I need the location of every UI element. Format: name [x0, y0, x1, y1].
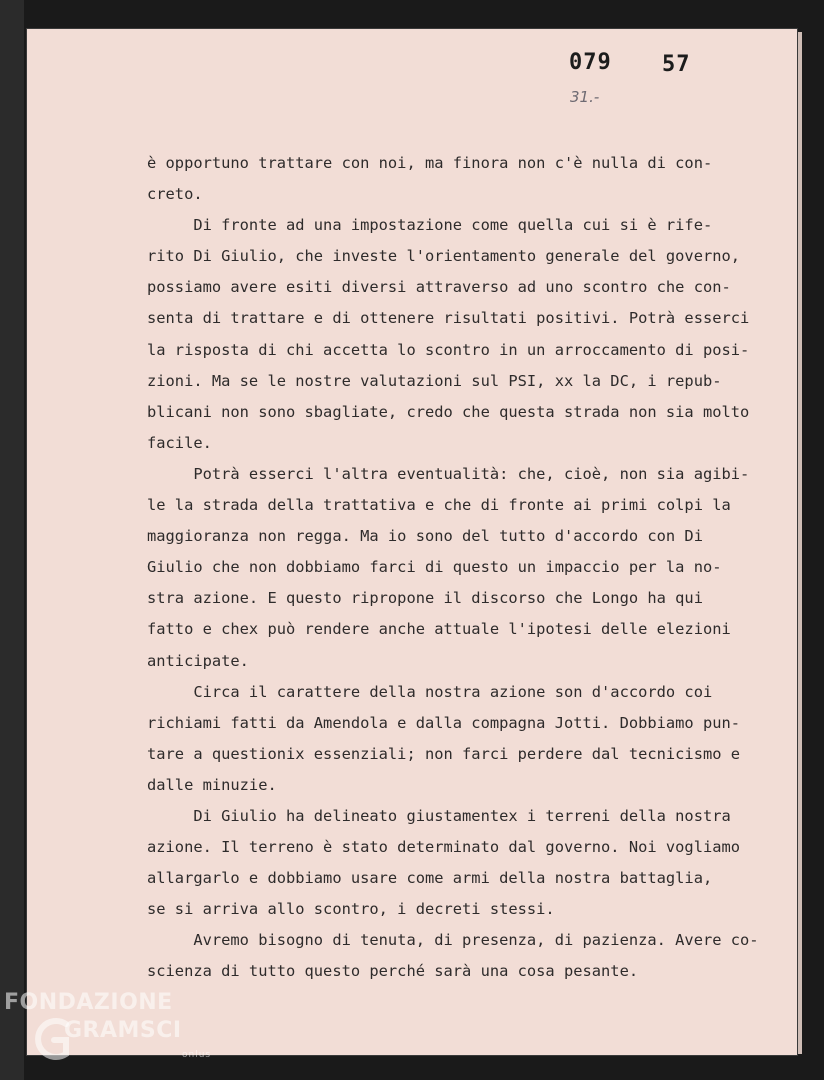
watermark-line2: GRAMSCI — [64, 1018, 182, 1043]
text-line: tare a questionix essenziali; non farci perdere dal tecnicismo e — [147, 744, 741, 763]
text-line: anticipate. — [147, 651, 249, 670]
text-line: se si arriva allo scontro, i decreti stessi. — [147, 900, 555, 919]
text-line: Circa il carattere della nostra azione son d'accordo coi — [147, 682, 713, 701]
text-line: scienza di tutto questo perché sarà una cosa pesante. — [147, 962, 639, 981]
text-line: allargarlo e dobbiamo usare come armi della nostra battaglia, — [147, 869, 713, 888]
text-line: Giulio che non dobbiamo farci di questo un impaccio per la no- — [147, 558, 722, 577]
text-line: rito Di Giulio, che investe l'orientamento generale del governo, — [147, 247, 741, 266]
text-line: creto. — [147, 185, 203, 204]
text-line: Avremo bisogno di tenuta, di presenza, di pazienza. Avere co- — [147, 931, 759, 950]
fondazione-gramsci-watermark — [4, 990, 214, 1070]
text-line: Di fronte ad una impostazione come quella cui si è rife- — [147, 216, 713, 235]
text-line: azione. Il terreno è stato determinato dal governo. Noi vogliamo — [147, 838, 741, 857]
handwritten-page-number: 31.- — [570, 88, 600, 106]
text-line: blicani non sono sbagliate, credo che questa strada non sia molto — [147, 402, 750, 421]
text-line: facile. — [147, 433, 212, 452]
page-edge — [798, 32, 802, 1054]
text-line: dalle minuzie. — [147, 775, 277, 794]
text-line: zioni. Ma se le nostre valutazioni sul PSI, xx la DC, i repub- — [147, 371, 722, 390]
text-line: è opportuno trattare con noi, ma finora non c'è nulla di con- — [147, 154, 713, 172]
text-line: fatto e chex può rendere anche attuale l'ipotesi delle elezioni — [147, 620, 731, 639]
binder-strip — [0, 0, 24, 1080]
text-line: Potrà esserci l'altra eventualità: che, cioè, non sia agibi- — [147, 464, 750, 483]
text-line: richiami fatti da Amendola e dalla compagna Jotti. Dobbiamo pun- — [147, 713, 741, 732]
watermark-line1: FONDAZIONE — [4, 990, 173, 1015]
text-line: la risposta di chi accetta lo scontro in un arroccamento di posi- — [147, 340, 750, 359]
text-line: possiamo avere esiti diversi attraverso ad uno scontro che con- — [147, 278, 731, 297]
typewritten-body — [147, 148, 787, 988]
archive-stamp-right: 57 — [662, 52, 691, 77]
text-line: le la strada della trattativa e che di fronte ai primi colpi la — [147, 496, 731, 515]
text-line: maggioranza non regga. Ma io sono del tutto d'accordo con Di — [147, 527, 703, 546]
text-line: senta di trattare e di ottenere risultati positivi. Potrà esserci — [147, 309, 750, 328]
document-page — [26, 28, 798, 1056]
archive-stamp-left: 079 — [569, 50, 612, 75]
watermark-line3: onlus — [182, 1050, 212, 1060]
text-line: stra azione. E questo ripropone il discorso che Longo ha qui — [147, 589, 703, 608]
text-line: Di Giulio ha delineato giustamentex i terreni della nostra — [147, 806, 731, 825]
